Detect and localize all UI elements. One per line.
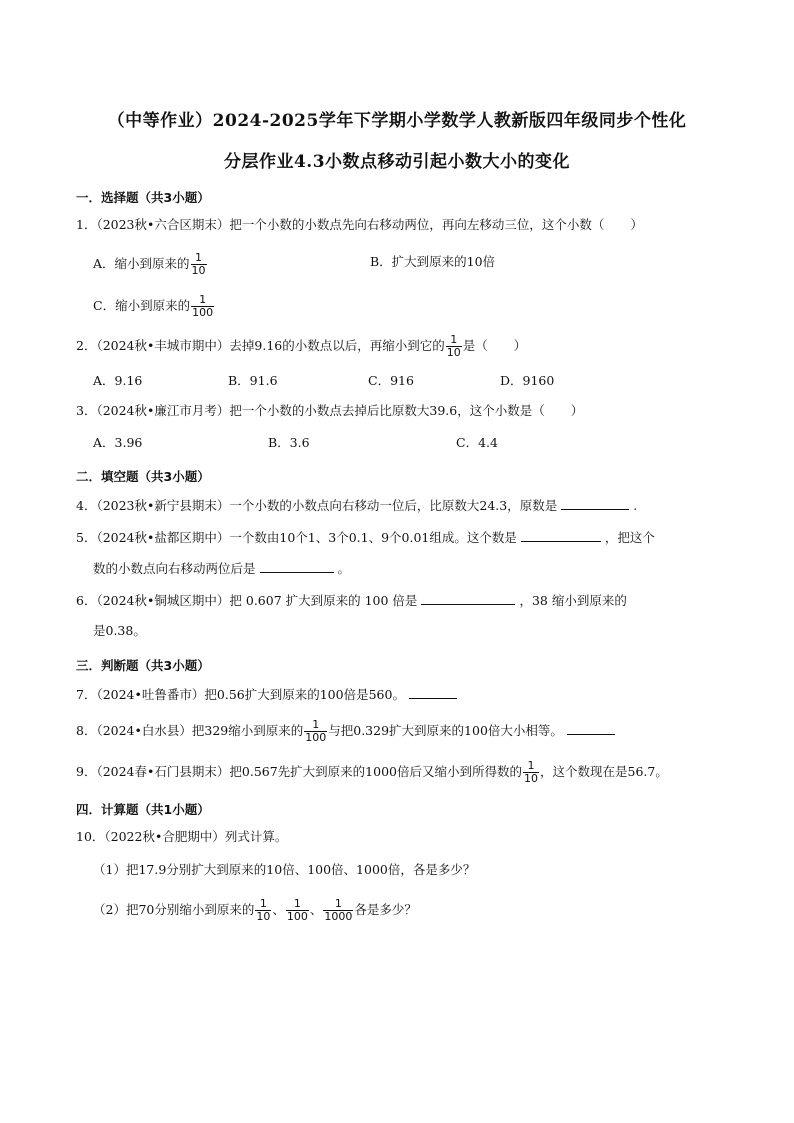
question-10-sub-1: （1）把17.9分别扩大到原来的10倍、100倍、1000倍，各是多少？ — [93, 862, 476, 877]
q3-option-b[interactable]: B．3.6 — [268, 435, 310, 450]
answer-blank[interactable] — [567, 720, 615, 735]
fraction: $\frac{1}{1000}$ — [324, 897, 353, 923]
question-6-line-2: 是0.38。 — [93, 623, 146, 638]
question-5-line-2: 数的小数点向右移动两位后是 。 — [93, 558, 350, 579]
section-fill-blank: 二．填空题（共3小题） — [76, 469, 210, 484]
q2-option-d[interactable]: D．9160 — [500, 373, 555, 388]
question-6: 6．（2024秋•铜城区期中）把 0.607 扩大到原来的 100 倍是 ，38 缩小到原来的 — [76, 590, 627, 611]
q1-option-a[interactable]: A．缩小到原来的 $\frac{1}{10}$ — [93, 251, 206, 277]
question-1-text: 1．（2023秋•六合区期末）把一个小数的小数点先向右移动两位，再向左移动三位，这个小数（ — [76, 217, 605, 232]
q3-option-c[interactable]: C．4.4 — [456, 435, 498, 450]
question-1: 1．（2023秋•六合区期末）把一个小数的小数点先向右移动两位，再向左移动三位，这个小数（ ） — [76, 217, 643, 232]
answer-blank[interactable] — [421, 590, 515, 605]
fraction: $\frac{1}{10}$ — [524, 759, 538, 785]
fraction: $\frac{1}{10}$ — [256, 897, 271, 923]
fraction: $\frac{1}{10}$ — [191, 251, 206, 277]
question-5: 5．（2024秋•盐都区期中）一个数由10个1、3个0.1、9个0.01组成。这个数是 ，把这个 — [76, 527, 655, 548]
section-calculation: 四．计算题（共1小题） — [76, 802, 210, 817]
question-7: 7．（2024•吐鲁番市）把0.56扩大到原来的100倍是560。 — [76, 684, 461, 705]
question-8: 8．（2024•白水县）把329缩小到原来的 $\frac{1}{100}$ 与把0.329扩大到原来的100倍大小相等。 — [76, 719, 619, 744]
q2-option-b[interactable]: B．91.6 — [228, 373, 278, 388]
question-3: 3．（2024秋•廉江市月考）把一个小数的小数点去掉后比原数大39.6，这个小数是（ ） — [76, 403, 584, 418]
question-4: 4．（2023秋•新宁县期末）一个小数的小数点向右移动一位后，比原数大24.3，原数是 . — [76, 495, 637, 516]
q2-option-c[interactable]: C．916 — [368, 373, 414, 388]
question-10: 10．（2022秋•合肥期中）列式计算。 — [76, 829, 288, 844]
question-2: 2．（2024秋•丰城市期中）去掉9.16的小数点以后，再缩小到它的 $\frac{1}{10}$ 是（ ） — [76, 333, 527, 359]
title-line-2: 分层作业4.3小数点移动引起小数大小的变化 — [223, 152, 571, 172]
fraction: $\frac{1}{10}$ — [446, 333, 461, 359]
answer-blank[interactable] — [409, 684, 457, 699]
answer-blank[interactable] — [260, 558, 334, 573]
fraction: $\frac{1}{100}$ — [305, 718, 327, 744]
answer-blank[interactable] — [521, 527, 601, 542]
section-choice: 一．选择题（共3小题） — [76, 190, 210, 205]
section-judgement: 三．判断题（共3小题） — [76, 658, 210, 673]
q1-option-c[interactable]: C．缩小到原来的 $\frac{1}{100}$ — [93, 293, 214, 319]
q2-option-a[interactable]: A．9.16 — [93, 373, 143, 388]
fraction: $\frac{1}{100}$ — [192, 293, 214, 319]
q3-option-a[interactable]: A．3.96 — [93, 435, 143, 450]
question-10-sub-2: （2）把70分别缩小到原来的 $\frac{1}{10}$ 、 $\frac{1}{100}$ 、 $\frac{1}{1000}$ 各是多少？ — [93, 897, 417, 923]
fraction: $\frac{1}{100}$ — [286, 897, 308, 923]
title-line-1: （中等作业）2024-2025学年下学期小学数学人教新版四年级同步个性化 — [107, 111, 687, 131]
question-9: 9．（2024春•石门县期末）把0.567先扩大到原来的1000倍后又缩小到所得数的 $\frac{1}{10}$ ，这个数现在是56.7。 — [76, 759, 668, 785]
q1-option-b[interactable]: B．扩大到原来的10倍 — [370, 254, 496, 269]
answer-blank[interactable] — [561, 495, 629, 510]
